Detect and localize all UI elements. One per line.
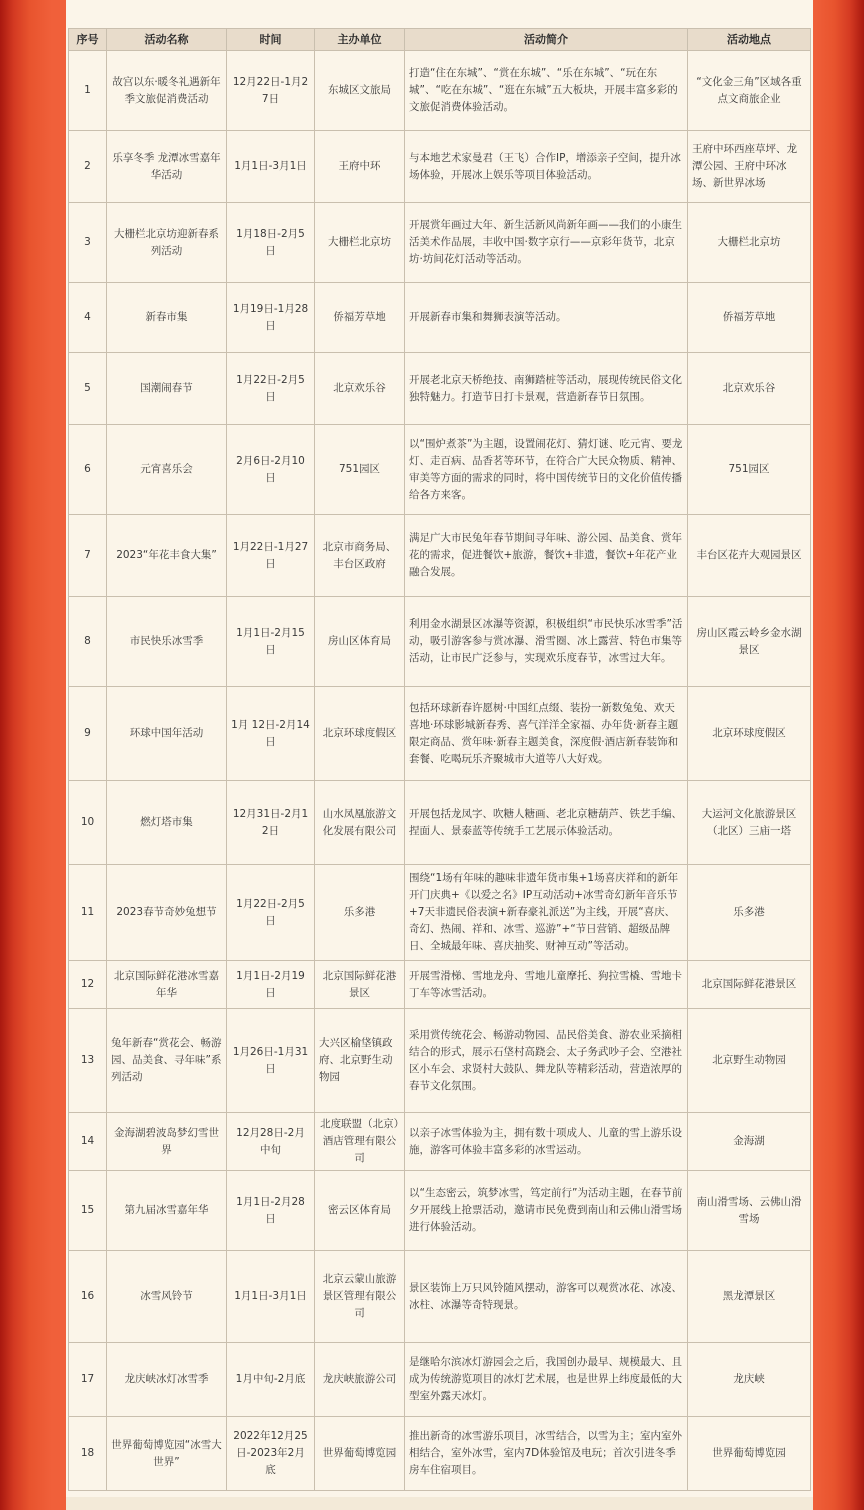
row-location: 黑龙潭景区 [688,1251,811,1343]
row-index: 17 [69,1343,107,1417]
row-organizer: 房山区体育局 [315,597,405,687]
row-description: 开展新春市集和舞狮表演等活动。 [405,283,688,353]
row-description: 开展老北京天桥绝技、南狮踏桩等活动，展现传统民俗文化独特魅力。打造节日打卡景观，营造新春节日氛围。 [405,353,688,425]
table-row [69,597,811,687]
row-description: 以“生态密云，筑梦冰雪，笃定前行”为活动主题，在春节前夕开展线上抢票活动，邀请市民免费到南山和云佛山滑雪场进行体验活动。 [405,1171,688,1251]
row-location: 房山区霞云岭乡金水湖景区 [688,597,811,687]
row-location: 金海湖 [688,1113,811,1171]
row-organizer: 侨福芳草地 [315,283,405,353]
row-description: 推出新奇的冰雪游乐项目，冰雪结合，以雪为主；室内室外相结合，室外冰雪，室内7D体验馆及电玩；首次引进冬季房车住宿项目。 [405,1417,688,1491]
row-description: 与本地艺术家曼君（王飞）合作IP，增添亲子空间，提升冰场体验，开展冰上娱乐等项目体验活动。 [405,131,688,203]
row-location: 乐多港 [688,865,811,961]
row-index: 10 [69,781,107,865]
row-description: 景区装饰上万只风铃随风摆动，游客可以观赏冰花、冰凌、冰柱、冰瀑等奇特现景。 [405,1251,688,1343]
row-name: 大栅栏北京坊迎新春系列活动 [107,203,227,283]
row-index: 18 [69,1417,107,1491]
row-location: 龙庆峡 [688,1343,811,1417]
row-time: 12月31日-2月12日 [227,781,315,865]
header-location: 活动地点 [688,29,811,51]
row-index: 7 [69,515,107,597]
table-row [69,515,811,597]
row-description: 以“围炉煮茶”为主题，设置闹花灯、猜灯谜、吃元宵、要龙灯、走百病、品香茗等环节，在符合广大民众物质、精神、审美等方面的需求的同时，将中国传统节日的文化价值传播给各方来客。 [405,425,688,515]
table-row [69,283,811,353]
row-time: 2022年12月25日-2023年2月底 [227,1417,315,1491]
row-organizer: 大栅栏北京坊 [315,203,405,283]
table-row [69,961,811,1009]
table-row [69,1171,811,1251]
row-name: 第九届冰雪嘉年华 [107,1171,227,1251]
table-row [69,781,811,865]
table-row [69,1009,811,1113]
row-name: 元宵喜乐会 [107,425,227,515]
header-name: 活动名称 [107,29,227,51]
row-organizer: 北京欢乐谷 [315,353,405,425]
row-location: 北京环球度假区 [688,687,811,781]
header-organizer: 主办单位 [315,29,405,51]
table-row [69,1343,811,1417]
row-index: 14 [69,1113,107,1171]
table-row [69,687,811,781]
row-index: 15 [69,1171,107,1251]
row-location: 北京欢乐谷 [688,353,811,425]
row-organizer: 北度联盟（北京）酒店管理有限公司 [315,1113,405,1171]
row-name: 乐享冬季 龙潭冰雪嘉年华活动 [107,131,227,203]
row-location: 王府中环西座草坪、龙潭公园、王府中环冰场、新世界冰场 [688,131,811,203]
header-description: 活动简介 [405,29,688,51]
row-index: 11 [69,865,107,961]
table-row [69,1113,811,1171]
row-time: 1月22日-2月5日 [227,865,315,961]
row-location: 北京野生动物园 [688,1009,811,1113]
row-description: 打造“住在东城”、“赏在东城”、“乐在东城”、“玩在东城”、“吃在东城”、“逛在东城”五大板块，开展丰富多彩的文旅促消费体验活动。 [405,51,688,131]
row-organizer: 龙庆峡旅游公司 [315,1343,405,1417]
row-description: 开展包括龙凤字、吹糖人糖画、老北京糖葫芦、铁艺手编、捏面人、景泰蓝等传统手工艺展示体验活动。 [405,781,688,865]
row-index: 4 [69,283,107,353]
row-index: 9 [69,687,107,781]
row-time: 12月22日-1月27日 [227,51,315,131]
table-row [69,51,811,131]
row-time: 1月19日-1月28日 [227,283,315,353]
row-time: 1月1日-2月19日 [227,961,315,1009]
row-description: 利用金水湖景区冰瀑等资源，积极组织“市民快乐冰雪季”活动，吸引游客参与赏冰瀑、滑雪圈、冰上露营、特色市集等活动，让市民广泛参与，实现欢乐度春节，冰雪过大年。 [405,597,688,687]
row-index: 2 [69,131,107,203]
row-name: 兔年新春“赏花会、畅游园、品美食、寻年味”系列活动 [107,1009,227,1113]
row-name: 北京国际鲜花港冰雪嘉年华 [107,961,227,1009]
table-row [69,865,811,961]
row-organizer: 北京市商务局、丰台区政府 [315,515,405,597]
row-organizer: 密云区体育局 [315,1171,405,1251]
row-location: “文化金三角”区域各重点文商旅企业 [688,51,811,131]
table-row [69,1251,811,1343]
row-name: 冰雪风铃节 [107,1251,227,1343]
row-location: 大栅栏北京坊 [688,203,811,283]
row-index: 1 [69,51,107,131]
row-time: 1月22日-1月27日 [227,515,315,597]
row-organizer: 乐多港 [315,865,405,961]
row-description: 包括环球新春许愿树·中国红点缀、装扮一新数兔兔、欢天喜地·环球影城新春秀、喜气洋洋全家福、办年货·新春主题限定商品、赏年味·新春主题美食，深度假·酒店新春装饰和套餐、吃喝玩乐齐聚城市大道等八大好戏。 [405,687,688,781]
row-location: 751园区 [688,425,811,515]
row-name: 龙庆峡冰灯冰雪季 [107,1343,227,1417]
row-organizer: 751园区 [315,425,405,515]
row-time: 1月1日-2月15日 [227,597,315,687]
row-index: 12 [69,961,107,1009]
row-description: 采用赏传统花会、畅游动物园、品民俗美食、游农业采摘相结合的形式，展示石垡村高跷会、太子务武吵子会、空港社区小车会、求贤村大鼓队、舞龙队等精彩活动，营造浓厚的春节文化氛围。 [405,1009,688,1113]
row-time: 1月1日-2月28日 [227,1171,315,1251]
row-name: 金海湖碧波岛梦幻雪世界 [107,1113,227,1171]
table-row [69,203,811,283]
row-time: 1月中旬-2月底 [227,1343,315,1417]
row-time: 1月22日-2月5日 [227,353,315,425]
row-time: 1月1日-3月1日 [227,131,315,203]
row-name: 市民快乐冰雪季 [107,597,227,687]
row-index: 8 [69,597,107,687]
row-name: 环球中国年活动 [107,687,227,781]
row-name: 2023“年花丰食大集” [107,515,227,597]
row-time: 1月26日-1月31日 [227,1009,315,1113]
table-row [69,353,811,425]
row-name: 新春市集 [107,283,227,353]
row-description: 围绕“1场有年味的趣味非遗年货市集+1场喜庆祥和的新年开门庆典+《以爱之名》IP互动活动+冰雪奇幻新年音乐节+7天非遗民俗表演+新春豪礼派送”为主线，开展“喜庆、奇幻、热闹、祥和、冰雪、巡游”+“节日营销、超级品牌日、全城最年味、喜庆抽奖、财神互动”等活动。 [405,865,688,961]
row-organizer: 北京国际鲜花港景区 [315,961,405,1009]
row-description: 开展雪滑梯、雪地龙舟、雪地儿童摩托、狗拉雪橇、雪地卡丁车等冰雪活动。 [405,961,688,1009]
row-name: 世界葡萄博览园“冰雪大世界” [107,1417,227,1491]
paper-bottom-edge [66,1497,813,1510]
row-time: 12月28日-2月中旬 [227,1113,315,1171]
row-description: 满足广大市民兔年春节期间寻年味、游公园、品美食、赏年花的需求，促进餐饮+旅游，餐饮+非遗，餐饮+年花产业融合发展。 [405,515,688,597]
row-index: 6 [69,425,107,515]
table-row [69,425,811,515]
row-location: 世界葡萄博览园 [688,1417,811,1491]
row-time: 1月 12日-2月14日 [227,687,315,781]
row-index: 3 [69,203,107,283]
row-location: 丰台区花卉大观园景区 [688,515,811,597]
row-organizer: 王府中环 [315,131,405,203]
header-index: 序号 [69,29,107,51]
row-organizer: 山水凤凰旅游文化发展有限公司 [315,781,405,865]
row-organizer: 北京环球度假区 [315,687,405,781]
row-description: 以亲子冰雪体验为主，拥有数十项成人、儿童的雪上游乐设施，游客可体验丰富多彩的冰雪运动。 [405,1113,688,1171]
row-organizer: 北京云蒙山旅游景区管理有限公司 [315,1251,405,1343]
activity-table [68,28,811,1491]
row-description: 是继哈尔滨冰灯游园会之后，我国创办最早、规模最大、且成为传统游览项目的冰灯艺术展，也是世界上纬度最低的大型室外露天冰灯。 [405,1343,688,1417]
row-organizer: 世界葡萄博览园 [315,1417,405,1491]
row-name: 国潮闹春节 [107,353,227,425]
row-location: 大运河文化旅游景区（北区）三庙一塔 [688,781,811,865]
row-organizer: 大兴区榆垡镇政府、北京野生动物园 [315,1009,405,1113]
row-index: 16 [69,1251,107,1343]
row-location: 北京国际鲜花港景区 [688,961,811,1009]
row-location: 南山滑雪场、云佛山滑雪场 [688,1171,811,1251]
table-row [69,1417,811,1491]
row-time: 1月1日-3月1日 [227,1251,315,1343]
row-time: 2月6日-2月10日 [227,425,315,515]
table-header-row [69,29,811,51]
table-row [69,131,811,203]
row-index: 5 [69,353,107,425]
row-location: 侨福芳草地 [688,283,811,353]
row-time: 1月18日-2月5日 [227,203,315,283]
row-organizer: 东城区文旅局 [315,51,405,131]
row-description: 开展赏年画过大年、新生活新风尚新年画——我们的小康生活美术作品展，丰收中国·数字京行——京彩年货节，北京坊·坊间花灯活动等活动。 [405,203,688,283]
row-index: 13 [69,1009,107,1113]
row-name: 燃灯塔市集 [107,781,227,865]
row-name: 2023春节奇妙兔想节 [107,865,227,961]
header-time: 时间 [227,29,315,51]
row-name: 故宫以东·暖冬礼遇新年季文旅促消费活动 [107,51,227,131]
